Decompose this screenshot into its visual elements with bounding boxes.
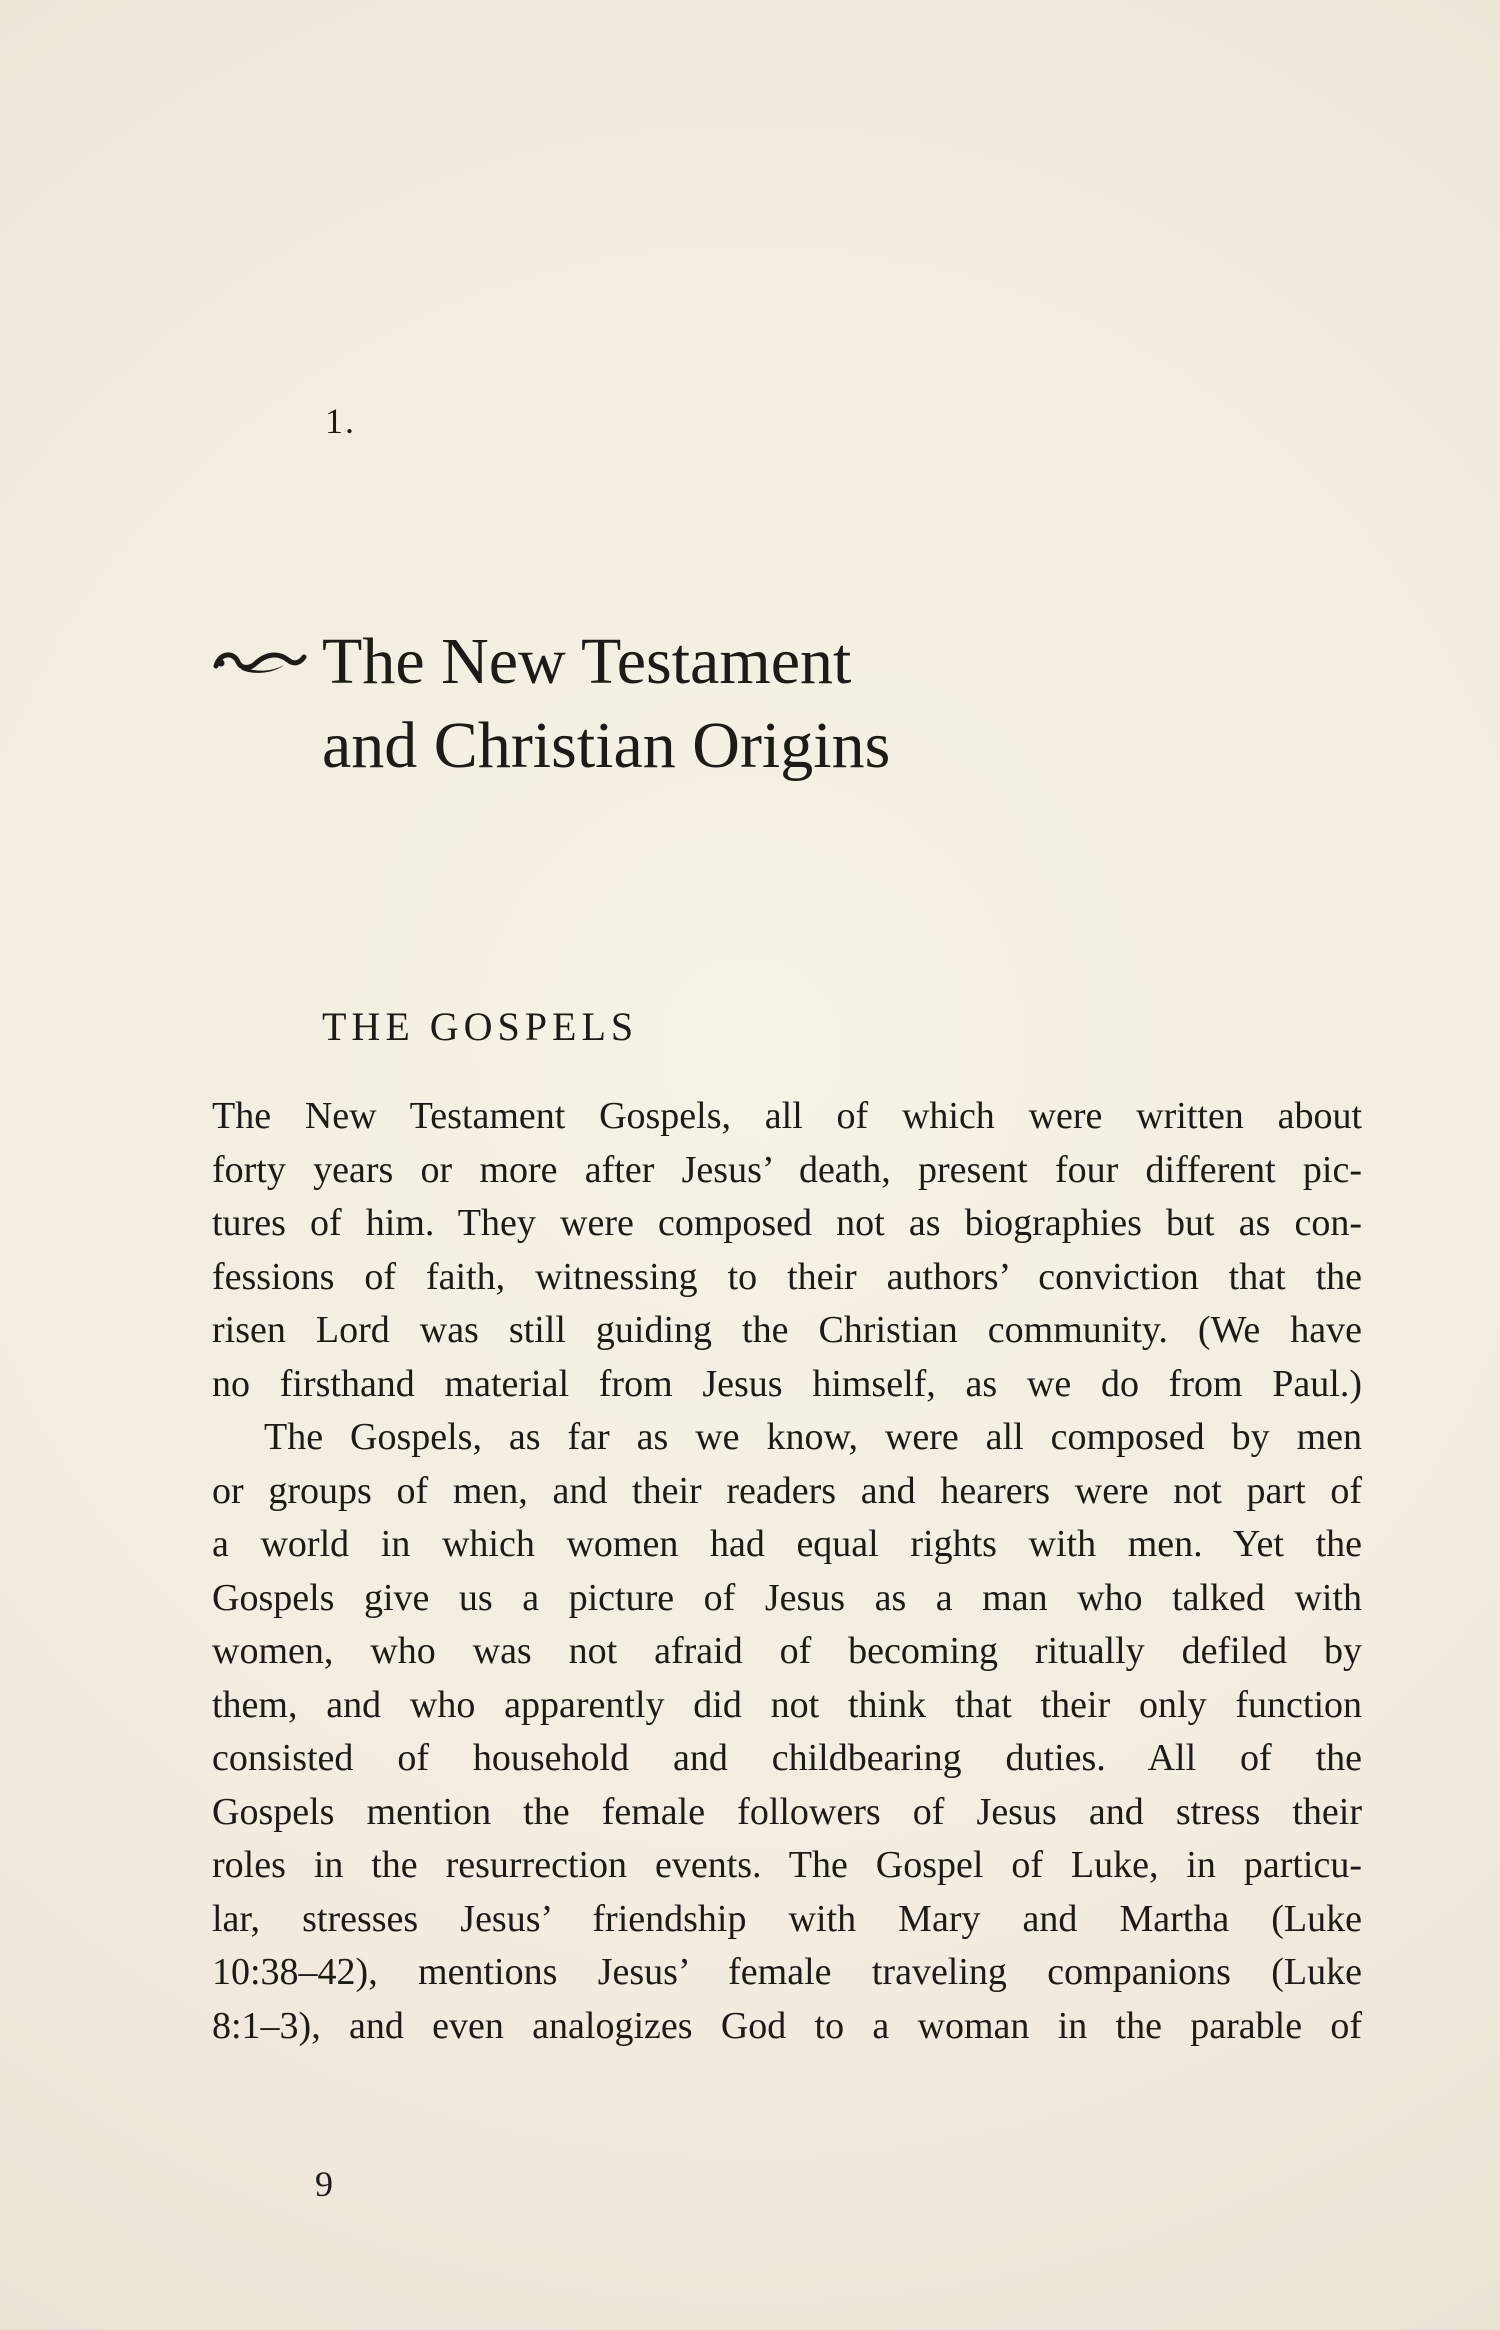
text-line: a world in which women had equal rights with men. Yet the — [212, 1523, 1362, 1565]
paragraph-2 — [212, 1411, 1362, 2053]
body-text — [212, 1090, 1362, 2053]
chapter-title-line-2: and Christian Origins — [322, 709, 891, 782]
text-line: lar, stresses Jesus’ friendship with Mary and Martha (Luke — [212, 1897, 1362, 1940]
text-line: women, who was not afraid of becoming ritually defiled by — [212, 1630, 1362, 1672]
fleuron-icon — [212, 642, 308, 682]
text-line: forty years or more after Jesus’ death, present four different pic- — [212, 1148, 1362, 1191]
text-line: 10:38–42), mentions Jesus’ female traveling companions (Luke — [212, 1951, 1362, 1993]
text-line: them, and who apparently did not think that their only function — [212, 1683, 1362, 1726]
text-line: roles in the resurrection events. The Gospel of Luke, in particu- — [212, 1844, 1362, 1886]
text-line: Gospels give us a picture of Jesus as a man who talked with — [212, 1576, 1362, 1619]
text-line: tures of him. They were composed not as biographies but as con- — [212, 1202, 1362, 1244]
paragraph-1 — [212, 1090, 1362, 1411]
text-line: The Gospels, as far as we know, were all composed by men — [264, 1416, 1362, 1458]
chapter-number: 1. — [325, 401, 356, 441]
text-line: no firsthand material from Jesus himself, as we do from Paul.) — [212, 1362, 1362, 1405]
section-heading: THE GOSPELS — [322, 1004, 639, 1049]
text-line: Gospels mention the female followers of Jesus and stress their — [212, 1790, 1362, 1833]
text-line: The New Testament Gospels, all of which were written about — [212, 1095, 1362, 1137]
text-line: or groups of men, and their readers and hearers were not part of — [212, 1469, 1362, 1512]
page-number: 9 — [315, 2164, 333, 2204]
text-line: consisted of household and childbearing duties. All of the — [212, 1737, 1362, 1779]
text-line: risen Lord was still guiding the Christian community. (We have — [212, 1309, 1362, 1351]
text-line: fessions of faith, witnessing to their authors’ conviction that the — [212, 1255, 1362, 1298]
chapter-title-line-1: The New Testament — [322, 625, 852, 698]
chapter-title — [322, 620, 1122, 788]
text-line: 8:1–3), and even analogizes God to a woman in the parable of — [212, 2004, 1362, 2047]
